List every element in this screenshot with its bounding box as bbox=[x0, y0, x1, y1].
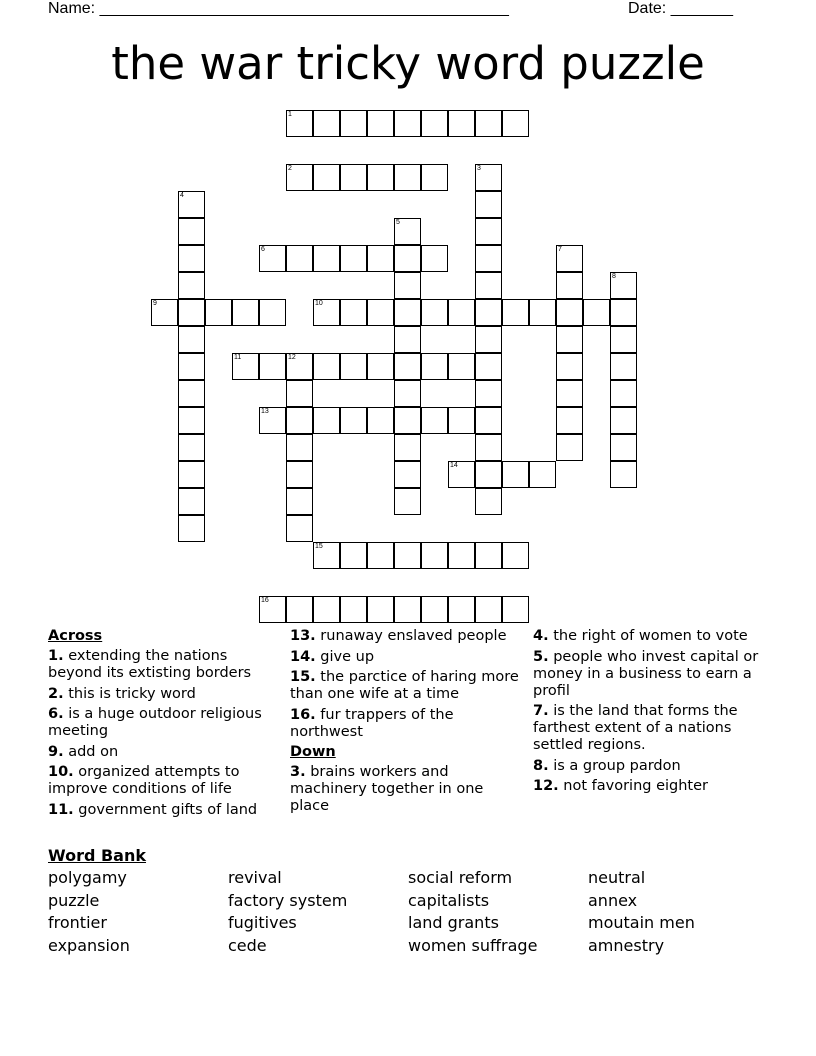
grid-cell[interactable] bbox=[340, 407, 367, 434]
clue-text: add on bbox=[68, 743, 119, 760]
grid-cell[interactable] bbox=[178, 326, 205, 353]
grid-cell[interactable] bbox=[421, 596, 448, 623]
grid-cell[interactable] bbox=[529, 299, 556, 326]
grid-cell[interactable] bbox=[394, 380, 421, 407]
grid-cell[interactable] bbox=[259, 245, 286, 272]
clue-number-label: 14. bbox=[290, 648, 316, 665]
grid-cell[interactable] bbox=[313, 245, 340, 272]
across-clue bbox=[290, 628, 525, 645]
grid-cell[interactable] bbox=[394, 461, 421, 488]
clue-number: 4 bbox=[180, 192, 184, 199]
grid-cell[interactable] bbox=[448, 110, 475, 137]
across-clue bbox=[48, 648, 273, 682]
grid-cell[interactable] bbox=[286, 407, 313, 434]
grid-cell[interactable] bbox=[286, 434, 313, 461]
grid-cell[interactable] bbox=[367, 110, 394, 137]
across-clue bbox=[48, 706, 273, 740]
grid-cell[interactable] bbox=[556, 299, 583, 326]
grid-cell[interactable] bbox=[313, 596, 340, 623]
clue-text: not favoring eighter bbox=[563, 778, 708, 794]
grid-cell[interactable] bbox=[475, 218, 502, 245]
clue-number: 13 bbox=[261, 408, 269, 415]
grid-cell[interactable] bbox=[340, 596, 367, 623]
grid-cell[interactable] bbox=[475, 110, 502, 137]
grid-cell[interactable] bbox=[475, 434, 502, 461]
grid-cell[interactable] bbox=[448, 542, 475, 569]
grid-cell[interactable] bbox=[232, 299, 259, 326]
grid-cell[interactable] bbox=[421, 299, 448, 326]
grid-cell[interactable] bbox=[313, 542, 340, 569]
grid-cell[interactable] bbox=[286, 353, 313, 380]
grid-cell[interactable] bbox=[286, 380, 313, 407]
clue-text: is the land that forms the farthest extent of a nations settled regions. bbox=[533, 703, 738, 753]
grid-cell[interactable] bbox=[610, 272, 637, 299]
grid-cell[interactable] bbox=[178, 407, 205, 434]
word-bank-word: fugitives bbox=[228, 913, 297, 933]
grid-cell[interactable] bbox=[178, 515, 205, 542]
grid-cell[interactable] bbox=[556, 326, 583, 353]
grid-cell[interactable] bbox=[421, 164, 448, 191]
grid-cell[interactable] bbox=[394, 218, 421, 245]
grid-cell[interactable] bbox=[448, 353, 475, 380]
grid-cell[interactable] bbox=[475, 488, 502, 515]
grid-cell[interactable] bbox=[394, 542, 421, 569]
clue-text: this is tricky word bbox=[68, 685, 196, 702]
clues-column-3 bbox=[533, 628, 768, 799]
clue-number: 5 bbox=[396, 219, 400, 226]
grid-cell[interactable] bbox=[421, 245, 448, 272]
grid-cell[interactable] bbox=[313, 353, 340, 380]
grid-cell[interactable] bbox=[178, 353, 205, 380]
across-heading: Across bbox=[48, 628, 103, 644]
word-bank-word: moutain men bbox=[588, 913, 695, 933]
down-heading: Down bbox=[290, 744, 336, 760]
grid-cell[interactable] bbox=[475, 326, 502, 353]
clue-number: 2 bbox=[288, 165, 292, 172]
grid-cell[interactable] bbox=[421, 407, 448, 434]
grid-cell[interactable] bbox=[475, 380, 502, 407]
grid-cell[interactable] bbox=[394, 407, 421, 434]
grid-cell[interactable] bbox=[340, 245, 367, 272]
clue-number: 7 bbox=[558, 246, 562, 253]
word-bank-word: amnestry bbox=[588, 936, 665, 956]
grid-cell[interactable] bbox=[313, 299, 340, 326]
grid-cell[interactable] bbox=[394, 353, 421, 380]
grid-cell[interactable] bbox=[502, 110, 529, 137]
grid-cell[interactable] bbox=[394, 272, 421, 299]
grid-cell[interactable] bbox=[502, 596, 529, 623]
grid-cell[interactable] bbox=[610, 407, 637, 434]
clue-number: 1 bbox=[288, 111, 292, 118]
clue-number-label: 8. bbox=[533, 757, 549, 774]
grid-cell[interactable] bbox=[178, 461, 205, 488]
down-clue bbox=[533, 703, 768, 754]
grid-cell[interactable] bbox=[394, 434, 421, 461]
grid-cell[interactable] bbox=[178, 218, 205, 245]
clue-number: 15 bbox=[315, 543, 323, 550]
grid-cell[interactable] bbox=[178, 245, 205, 272]
grid-cell[interactable] bbox=[367, 596, 394, 623]
clue-text: government gifts of land bbox=[78, 801, 258, 818]
grid-cell[interactable] bbox=[259, 299, 286, 326]
grid-cell[interactable] bbox=[367, 542, 394, 569]
grid-cell[interactable] bbox=[178, 434, 205, 461]
grid-cell[interactable] bbox=[556, 407, 583, 434]
clue-number-label: 7. bbox=[533, 703, 549, 719]
grid-cell[interactable] bbox=[394, 164, 421, 191]
clue-number: 16 bbox=[261, 597, 269, 604]
grid-cell[interactable] bbox=[610, 434, 637, 461]
grid-cell[interactable] bbox=[475, 461, 502, 488]
grid-cell[interactable] bbox=[556, 434, 583, 461]
grid-cell[interactable] bbox=[421, 353, 448, 380]
grid-cell[interactable] bbox=[421, 542, 448, 569]
grid-cell[interactable] bbox=[340, 110, 367, 137]
word-bank-word: cede bbox=[228, 936, 267, 956]
word-bank-word: annex bbox=[588, 890, 638, 910]
clue-number: 11 bbox=[234, 354, 242, 361]
down-clue bbox=[290, 764, 525, 815]
clue-number-label: 10. bbox=[48, 764, 74, 780]
word-bank-word: frontier bbox=[48, 913, 107, 933]
grid-cell[interactable] bbox=[340, 353, 367, 380]
grid-cell[interactable] bbox=[394, 110, 421, 137]
grid-cell[interactable] bbox=[232, 353, 259, 380]
grid-cell[interactable] bbox=[475, 596, 502, 623]
puzzle-title: the war tricky word puzzle bbox=[111, 37, 705, 90]
grid-cell[interactable] bbox=[151, 299, 178, 326]
clue-number-label: 4. bbox=[533, 628, 549, 644]
grid-cell[interactable] bbox=[394, 299, 421, 326]
grid-cell[interactable] bbox=[394, 488, 421, 515]
grid-cell[interactable] bbox=[448, 407, 475, 434]
grid-cell[interactable] bbox=[475, 191, 502, 218]
grid-cell[interactable] bbox=[178, 488, 205, 515]
grid-cell[interactable] bbox=[610, 353, 637, 380]
grid-cell[interactable] bbox=[610, 299, 637, 326]
grid-cell[interactable] bbox=[286, 245, 313, 272]
across-clue bbox=[48, 802, 273, 819]
grid-cell[interactable] bbox=[367, 245, 394, 272]
grid-cell[interactable] bbox=[286, 596, 313, 623]
grid-cell[interactable] bbox=[529, 461, 556, 488]
clue-text: the right of women to vote bbox=[553, 628, 748, 644]
clues-column-1 bbox=[48, 628, 273, 822]
grid-cell[interactable] bbox=[286, 164, 313, 191]
clue-number-label: 13. bbox=[290, 628, 316, 644]
grid-cell[interactable] bbox=[313, 407, 340, 434]
grid-cell[interactable] bbox=[556, 353, 583, 380]
grid-cell[interactable] bbox=[367, 407, 394, 434]
word-bank-word: social reform bbox=[408, 868, 513, 887]
word-bank-word: revival bbox=[228, 868, 282, 887]
clue-number-label: 5. bbox=[533, 648, 549, 665]
grid-cell[interactable] bbox=[259, 596, 286, 623]
grid-cell[interactable] bbox=[475, 164, 502, 191]
grid-cell[interactable] bbox=[475, 272, 502, 299]
grid-cell[interactable] bbox=[556, 272, 583, 299]
grid-cell[interactable] bbox=[448, 461, 475, 488]
grid-cell[interactable] bbox=[610, 461, 637, 488]
clue-number: 9 bbox=[153, 300, 157, 307]
clue-text: give up bbox=[320, 648, 375, 665]
clue-number: 8 bbox=[612, 273, 616, 280]
word-bank-title: Word Bank bbox=[48, 846, 147, 865]
grid-cell[interactable] bbox=[178, 191, 205, 218]
grid-cell[interactable] bbox=[178, 380, 205, 407]
clue-number: 14 bbox=[450, 462, 458, 469]
across-clue bbox=[290, 669, 525, 703]
down-clue bbox=[533, 778, 768, 795]
clue-number: 3 bbox=[477, 165, 481, 172]
grid-cell[interactable] bbox=[259, 353, 286, 380]
clue-number-label: 6. bbox=[48, 706, 64, 722]
clue-number: 6 bbox=[261, 246, 265, 253]
clue-number-label: 1. bbox=[48, 648, 64, 664]
across-clue bbox=[290, 707, 525, 741]
across-clue bbox=[48, 764, 273, 798]
grid-cell[interactable] bbox=[475, 407, 502, 434]
clue-number-label: 3. bbox=[290, 764, 306, 780]
grid-cell[interactable] bbox=[340, 542, 367, 569]
clue-text: brains workers and machinery together in one place bbox=[290, 764, 484, 814]
grid-cell[interactable] bbox=[583, 299, 610, 326]
clue-number-label: 2. bbox=[48, 685, 64, 702]
grid-cell[interactable] bbox=[286, 515, 313, 542]
down-clue bbox=[533, 628, 768, 645]
grid-cell[interactable] bbox=[475, 245, 502, 272]
grid-cell[interactable] bbox=[502, 299, 529, 326]
clue-text: fur trappers of the northwest bbox=[290, 706, 454, 740]
grid-cell[interactable] bbox=[475, 542, 502, 569]
clue-number-label: 9. bbox=[48, 743, 64, 760]
grid-cell[interactable] bbox=[421, 110, 448, 137]
grid-cell[interactable] bbox=[205, 299, 232, 326]
clue-text: is a huge outdoor religious meeting bbox=[48, 706, 262, 739]
word-bank-word: expansion bbox=[48, 936, 130, 956]
grid-cell[interactable] bbox=[340, 299, 367, 326]
grid-cell[interactable] bbox=[556, 380, 583, 407]
across-clue bbox=[290, 649, 525, 666]
clue-number: 10 bbox=[315, 300, 323, 307]
word-bank-word: factory system bbox=[228, 890, 348, 910]
clue-text: extending the nations beyond its extisting borders bbox=[48, 648, 252, 681]
clue-text: is a group pardon bbox=[553, 757, 681, 774]
name-field[interactable]: Name: ______________________________________________ bbox=[48, 0, 509, 17]
grid-cell[interactable] bbox=[259, 407, 286, 434]
clue-text: organized attempts to improve conditions of life bbox=[48, 764, 240, 797]
grid-cell[interactable] bbox=[178, 272, 205, 299]
clues-column-2 bbox=[290, 628, 525, 819]
grid-cell[interactable] bbox=[475, 299, 502, 326]
word-bank-word: women suffrage bbox=[408, 936, 538, 956]
down-clue bbox=[533, 649, 768, 700]
word-bank-word: neutral bbox=[588, 868, 646, 887]
clue-number: 12 bbox=[288, 354, 296, 361]
grid-cell[interactable] bbox=[502, 461, 529, 488]
grid-cell[interactable] bbox=[313, 164, 340, 191]
clue-text: the parctice of haring more than one wife at a time bbox=[290, 669, 519, 702]
word-bank-word: capitalists bbox=[408, 890, 490, 910]
grid-cell[interactable] bbox=[394, 596, 421, 623]
grid-cell[interactable] bbox=[367, 353, 394, 380]
word-bank-word: polygamy bbox=[48, 868, 127, 887]
across-clue bbox=[48, 744, 273, 761]
grid-cell[interactable] bbox=[340, 164, 367, 191]
grid-cell[interactable] bbox=[502, 542, 529, 569]
grid-cell[interactable] bbox=[286, 461, 313, 488]
grid-cell[interactable] bbox=[610, 326, 637, 353]
word-bank-word: puzzle bbox=[48, 890, 100, 910]
grid-cell[interactable] bbox=[448, 596, 475, 623]
grid-cell[interactable] bbox=[286, 488, 313, 515]
grid-cell[interactable] bbox=[448, 299, 475, 326]
clue-number-label: 12. bbox=[533, 778, 559, 794]
across-clue bbox=[48, 686, 273, 703]
grid-cell[interactable] bbox=[178, 299, 205, 326]
down-clue bbox=[533, 758, 768, 775]
grid-cell[interactable] bbox=[367, 299, 394, 326]
date-field[interactable]: Date: _______ bbox=[628, 0, 733, 17]
word-bank bbox=[48, 845, 768, 958]
grid-cell[interactable] bbox=[556, 245, 583, 272]
grid-cell[interactable] bbox=[394, 245, 421, 272]
grid-cell[interactable] bbox=[313, 110, 340, 137]
grid-cell[interactable] bbox=[286, 110, 313, 137]
word-bank-word: land grants bbox=[408, 913, 499, 933]
grid-cell[interactable] bbox=[475, 353, 502, 380]
grid-cell[interactable] bbox=[367, 164, 394, 191]
grid-cell[interactable] bbox=[394, 326, 421, 353]
clue-number-label: 11. bbox=[48, 801, 74, 818]
word-bank-grid bbox=[48, 867, 768, 958]
clue-text: runaway enslaved people bbox=[320, 628, 507, 644]
clue-number-label: 16. bbox=[290, 706, 316, 723]
grid-cell[interactable] bbox=[610, 380, 637, 407]
clue-number-label: 15. bbox=[290, 669, 316, 685]
clue-text: people who invest capital or money in a business to earn a profil bbox=[533, 648, 759, 699]
